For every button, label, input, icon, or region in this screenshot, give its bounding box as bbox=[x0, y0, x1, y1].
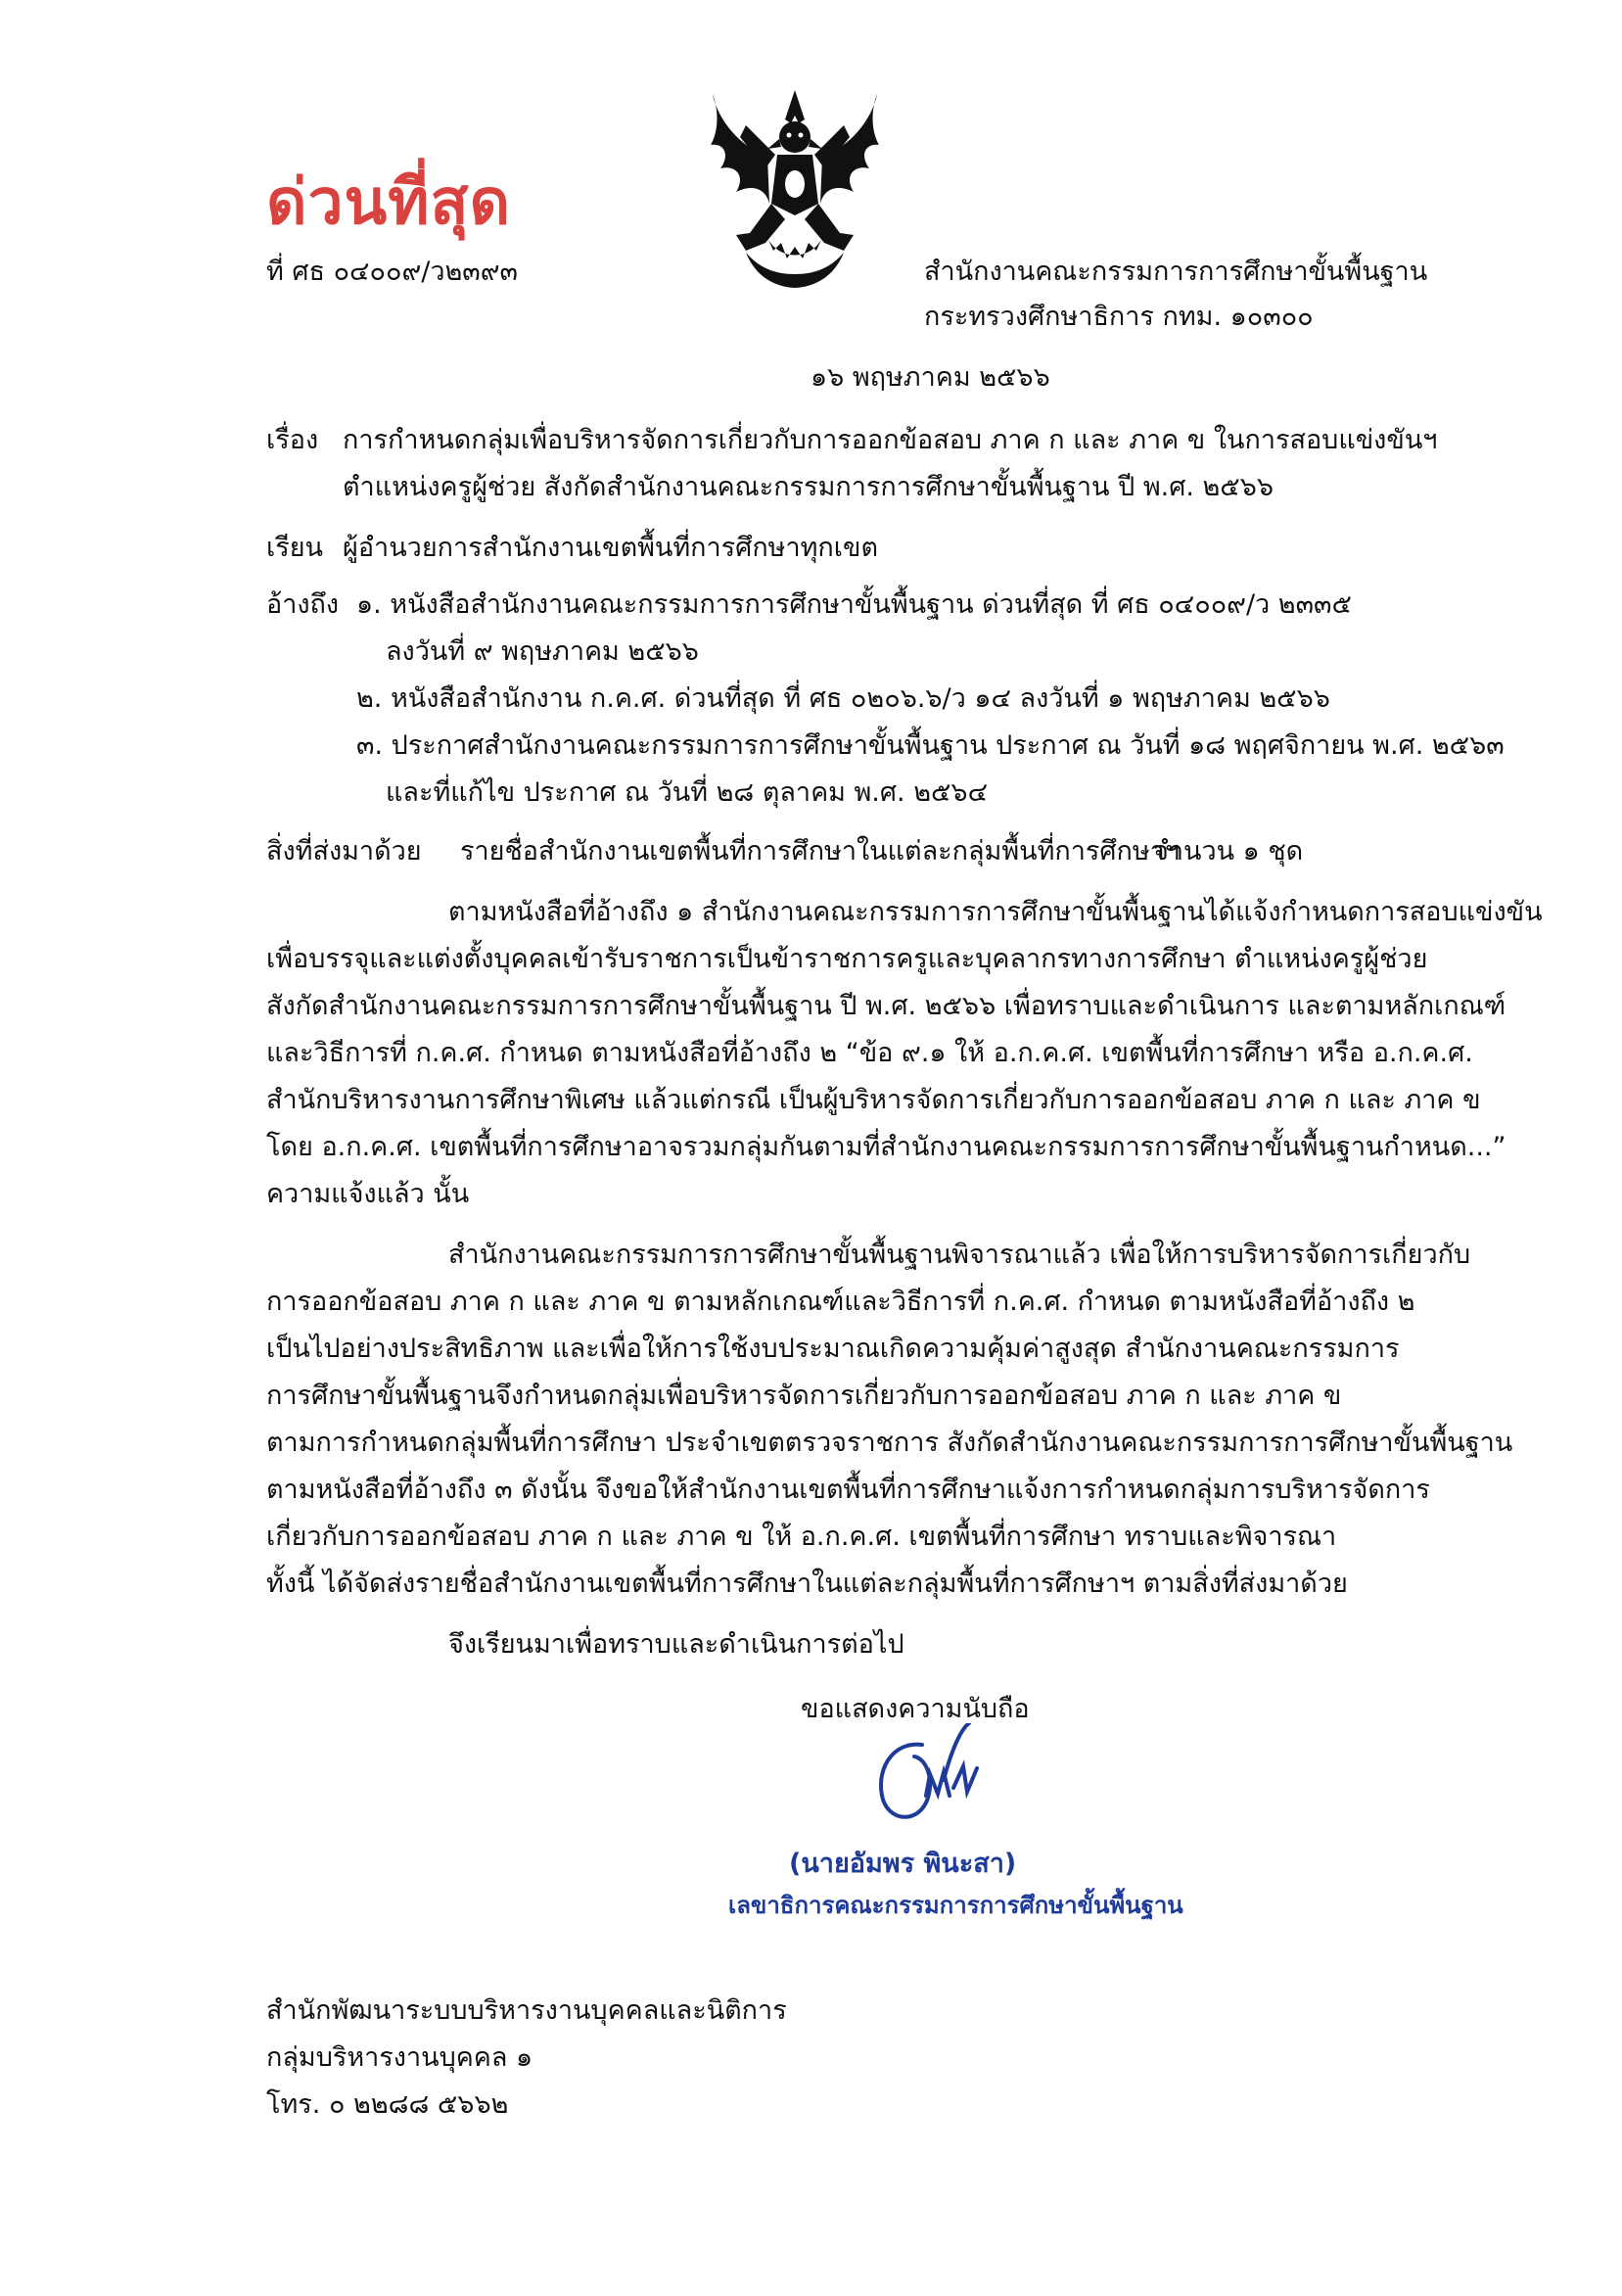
body-line: การศึกษาขั้นพื้นฐานจึงกำหนดกลุ่มเพื่อบริหารจัดการเกี่ยวกับการออกข้อสอบ ภาค ก และ ภาค ข bbox=[266, 1381, 1342, 1411]
recipient-text: ผู้อำนวยการสำนักงานเขตพื้นที่การศึกษาทุกเขต bbox=[343, 533, 878, 563]
body-line: สำนักบริหารงานการศึกษาพิเศษ แล้วแต่กรณี เป็นผู้บริหารจัดการเกี่ยวกับการออกข้อสอบ ภาค ก และ ภาค ข bbox=[266, 1085, 1481, 1115]
subject-line-2: ตำแหน่งครูผู้ช่วย สังกัดสำนักงานคณะกรรมการการศึกษาขั้นพื้นฐาน ปี พ.ศ. ๒๕๖๖ bbox=[343, 472, 1274, 502]
subject-line-1: การกำหนดกลุ่มเพื่อบริหารจัดการเกี่ยวกับการออกข้อสอบ ภาค ก และ ภาค ข ในการสอบแข่งขันฯ bbox=[343, 425, 1438, 455]
body-line: ทั้งนี้ ได้จัดส่งรายชื่อสำนักงานเขตพื้นที่การศึกษาในแต่ละกลุ่มพื้นที่การศึกษาฯ ตามสิ่งที่ส่งมาด้วย bbox=[266, 1569, 1348, 1599]
agency-name: สำนักงานคณะกรรมการการศึกษาขั้นพื้นฐาน bbox=[924, 257, 1428, 287]
body-line: ตามหนังสือที่อ้างถึง ๑ สำนักงานคณะกรรมการการศึกษาขั้นพื้นฐานได้แจ้งกำหนดการสอบแข่งขัน bbox=[448, 897, 1543, 927]
urgency-stamp: ด่วนที่สุด bbox=[266, 166, 512, 239]
body-line: เพื่อบรรจุและแต่งตั้งบุคคลเข้ารับราชการเป็นข้าราชการครูและบุคลากรทางการศึกษา ตำแหน่งครูผู้ช่วย bbox=[266, 944, 1428, 974]
document-number: ที่ ศธ ๐๔๐๐๙/ว๒๓๙๓ bbox=[266, 257, 518, 287]
body-line: ตามหนังสือที่อ้างถึง ๓ ดังนั้น จึงขอให้สำนักงานเขตพื้นที่การศึกษาแจ้งการกำหนดกลุ่มการบริหารจัดการ bbox=[266, 1475, 1430, 1505]
footer-office: สำนักพัฒนาระบบบริหารงานบุคคลและนิติการ bbox=[266, 1995, 787, 2026]
body-line: สังกัดสำนักงานคณะกรรมการการศึกษาขั้นพื้นฐาน ปี พ.ศ. ๒๕๖๖ เพื่อทราบและดำเนินการ และตามหลักเกณฑ์ bbox=[266, 991, 1506, 1021]
agency-address: กระทรวงศึกษาธิการ กทม. ๑๐๓๐๐ bbox=[924, 302, 1314, 332]
reference-item: ๓. ประกาศสำนักงานคณะกรรมการการศึกษาขั้นพื้นฐาน ประกาศ ณ วันที่ ๑๘ พฤศจิกายน พ.ศ. ๒๕๖๓ bbox=[356, 730, 1505, 761]
enclosure-label: สิ่งที่ส่งมาด้วย bbox=[266, 836, 422, 867]
reference-item: ๒. หนังสือสำนักงาน ก.ค.ศ. ด่วนที่สุด ที่ ศธ ๐๒๐๖.๖/ว ๑๔ ลงวันที่ ๑ พฤษภาคม ๒๕๖๖ bbox=[356, 683, 1330, 714]
body-line: และวิธีการที่ ก.ค.ศ. กำหนด ตามหนังสือที่อ้างถึง ๒ “ข้อ ๙.๑ ให้ อ.ก.ค.ศ. เขตพื้นที่การศึกษา หรือ อ.ก.ค.ศ. bbox=[266, 1038, 1473, 1068]
footer-group: กลุ่มบริหารงานบุคคล ๑ bbox=[266, 2042, 533, 2073]
recipient-label: เรียน bbox=[266, 533, 324, 563]
reference-item: ๑. หนังสือสำนักงานคณะกรรมการการศึกษาขั้นพื้นฐาน ด่วนที่สุด ที่ ศธ ๐๔๐๐๙/ว ๒๓๓๕ bbox=[356, 589, 1352, 620]
footer-phone: โทร. ๐ ๒๒๘๘ ๕๖๖๒ bbox=[266, 2089, 509, 2120]
signatory-position: เลขาธิการคณะกรรมการการศึกษาขั้นพื้นฐาน bbox=[728, 1892, 1183, 1919]
body-line: เกี่ยวกับการออกข้อสอบ ภาค ก และ ภาค ข ให้ อ.ก.ค.ศ. เขตพื้นที่การศึกษา ทราบและพิจารณา bbox=[266, 1522, 1337, 1552]
reference-item: และที่แก้ไข ประกาศ ณ วันที่ ๒๘ ตุลาคม พ.ศ. ๒๕๖๔ bbox=[386, 777, 989, 808]
salutation: ขอแสดงความนับถือ bbox=[801, 1694, 1030, 1724]
enclosure-count: จำนวน ๑ ชุด bbox=[1153, 836, 1304, 867]
body-line: ความแจ้งแล้ว นั้น bbox=[266, 1179, 470, 1209]
body-line: สำนักงานคณะกรรมการการศึกษาขั้นพื้นฐานพิจารณาแล้ว เพื่อให้การบริหารจัดการเกี่ยวกับ bbox=[448, 1240, 1471, 1270]
signatory-name: (นายอัมพร พินะสา) bbox=[789, 1849, 1017, 1879]
garuda-emblem-icon bbox=[707, 86, 883, 292]
closing-request: จึงเรียนมาเพื่อทราบและดำเนินการต่อไป bbox=[448, 1629, 904, 1660]
body-line: เป็นไปอย่างประสิทธิภาพ และเพื่อให้การใช้งบประมาณเกิดความคุ้มค่าสูงสุด สำนักงานคณะกรรมการ bbox=[266, 1334, 1400, 1364]
reference-item: ลงวันที่ ๙ พฤษภาคม ๒๕๖๖ bbox=[386, 636, 699, 667]
document-date: ๑๖ พฤษภาคม ๒๕๖๖ bbox=[811, 362, 1050, 393]
enclosure-text: รายชื่อสำนักงานเขตพื้นที่การศึกษาในแต่ละกลุ่มพื้นที่การศึกษาฯ bbox=[460, 836, 1180, 867]
body-line: การออกข้อสอบ ภาค ก และ ภาค ข ตามหลักเกณฑ์และวิธีการที่ ก.ค.ศ. กำหนด ตามหนังสือที่อ้างถึง ๒ bbox=[266, 1287, 1415, 1317]
body-line: โดย อ.ก.ค.ศ. เขตพื้นที่การศึกษาอาจรวมกลุ่มกันตามที่สำนักงานคณะกรรมการการศึกษาขั้นพื้นฐานกำหนด...” bbox=[266, 1132, 1506, 1162]
body-line: ตามการกำหนดกลุ่มพื้นที่การศึกษา ประจำเขตตรวจราชการ สังกัดสำนักงานคณะกรรมการการศึกษาขั้นพื้นฐาน bbox=[266, 1428, 1513, 1458]
handwritten-signature bbox=[861, 1723, 1047, 1831]
references-label: อ้างถึง bbox=[266, 589, 340, 620]
subject-label: เรื่อง bbox=[266, 425, 319, 455]
